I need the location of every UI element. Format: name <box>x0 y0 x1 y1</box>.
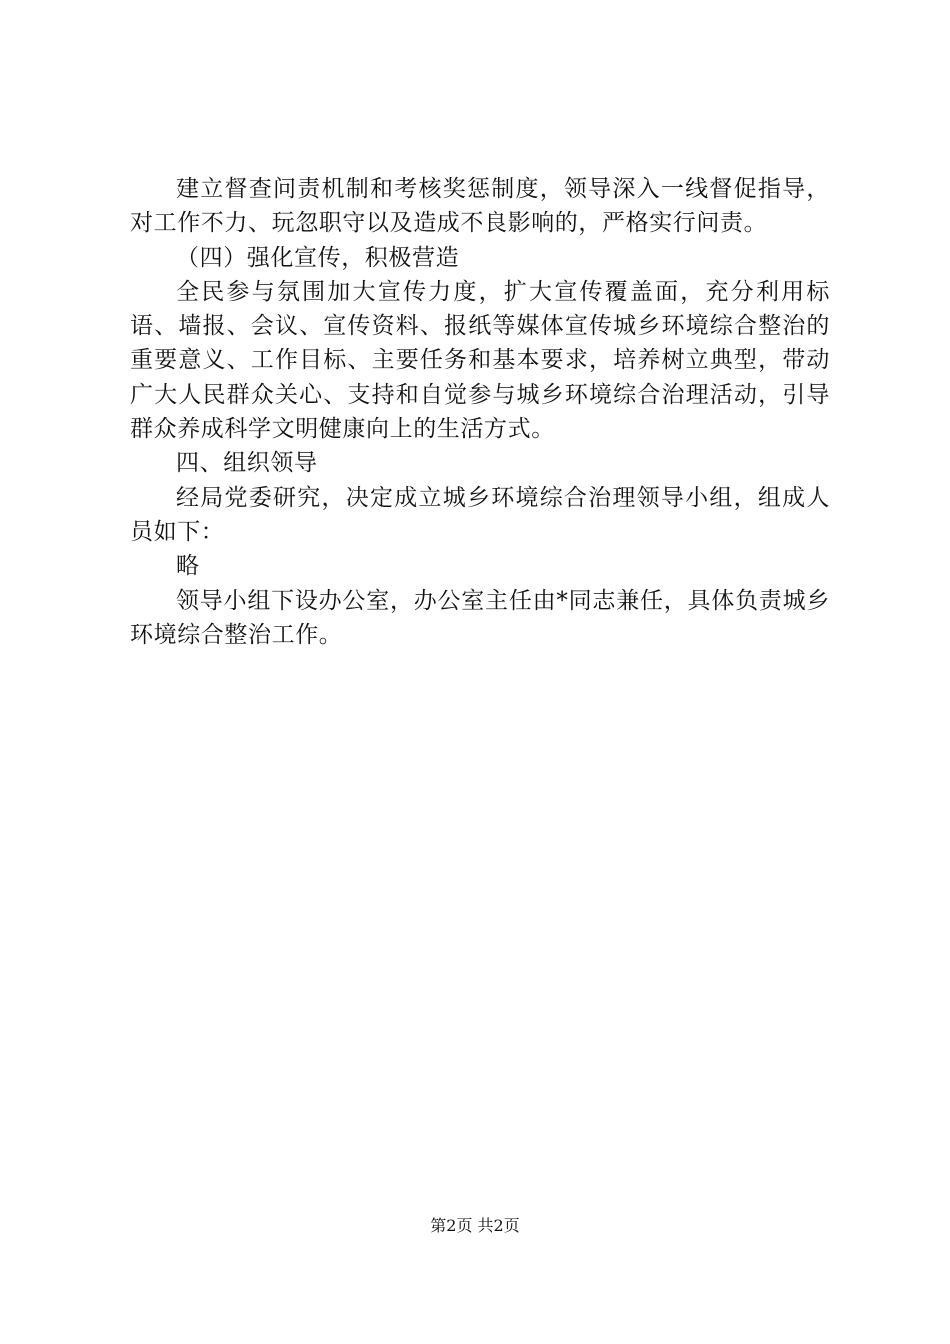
paragraph-omitted: 略 <box>176 553 200 580</box>
heading-organization: 四、组织领导 <box>176 450 318 477</box>
document-body <box>130 172 830 652</box>
paragraph-publicity: 全民参与氛围加大宣传力度，扩大宣传覆盖面，充分利用标语、墙报、会议、宣传资料、报纸等媒体宣传城乡环境综合整治的重要意义、工作目标、主要任务和基本要求，培养树立典型，带动广大人民群众关心、支持和自觉参与城乡环境综合治理活动，引导群众养成科学文明健康向上的生活方式。 <box>130 278 830 443</box>
page-number-footer: 第2页 共2页 <box>430 1216 520 1235</box>
paragraph-leading-group: 经局党委研究，决定成立城乡环境综合治理领导小组，组成人员如下： <box>130 484 830 545</box>
subheading-publicity: （四）强化宣传，积极营造 <box>176 244 460 271</box>
paragraph-accountability: 建立督查问责机制和考核奖惩制度，领导深入一线督促指导，对工作不力、玩忽职守以及造成不良影响的，严格实行问责。 <box>130 176 830 237</box>
paragraph-office: 领导小组下设办公室，办公室主任由*同志兼任，具体负责城乡环境综合整治工作。 <box>130 587 830 648</box>
